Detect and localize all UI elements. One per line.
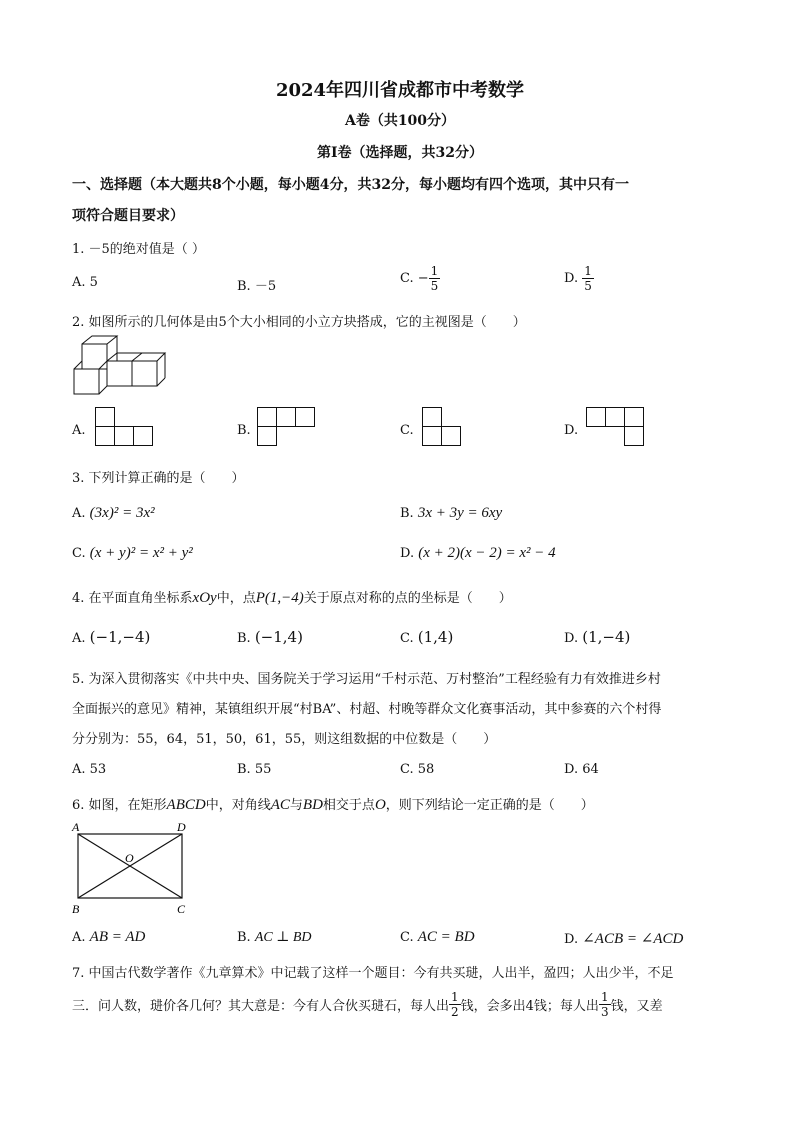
q6-diag-bd: BD: [302, 797, 323, 813]
q4-stem-mid: 中，点: [216, 591, 256, 606]
q5-option-b: B. 55: [237, 762, 272, 777]
q6-option-b: [237, 929, 312, 946]
q1-option-d: [564, 264, 594, 293]
q5-option-c: C. 58: [400, 762, 435, 777]
q3-b-label: B.: [400, 506, 414, 521]
q4-b-value: (−1,4): [254, 628, 303, 646]
q6-option-a: [72, 929, 145, 946]
q6-rectangle-figure: [70, 820, 195, 918]
fig-label-d: D: [177, 820, 186, 834]
q5-option-d: D. 64: [564, 762, 599, 777]
q6-c-expr: AC = BD: [417, 929, 475, 945]
q1-c-fraction: [429, 264, 441, 293]
q2-option-b-figure: [257, 407, 319, 449]
q7-f1-num: 1: [451, 990, 459, 1004]
q7-line2: [72, 990, 663, 1019]
q4-stem-pre: 4. 在平面直角坐标系: [72, 591, 193, 606]
q2-option-c: C.: [400, 423, 414, 438]
part1-heading: 第Ⅰ卷（选择题，共32分）: [316, 145, 484, 161]
section1-instructions-line2: 项符合题目要求）: [72, 208, 184, 224]
q7-fraction-half: [449, 990, 461, 1019]
q1-option-b: B. －5: [237, 279, 277, 294]
q7-line1: 7. 中国古代数学著作《九章算术》中记载了这样一个题目：今有共买琎，人出半，盈四；人出少半，不足: [72, 966, 674, 981]
q2-stem: 2. 如图所示的几何体是由5个大小相同的小立方块搭成，它的主视图是（ ）: [72, 315, 526, 330]
fig-label-o: O: [125, 851, 134, 865]
q6-point-o: O: [374, 797, 386, 813]
q1-d-prefix: D.: [564, 271, 579, 286]
q2-option-d: D.: [564, 423, 579, 438]
q6-and: 与: [289, 798, 303, 813]
q3-a-label: A.: [72, 506, 86, 521]
q2-solid-figure: [72, 335, 167, 397]
page-title: 2024年四川省成都市中考数学: [275, 80, 525, 101]
q6-rect-name: ABCD: [166, 797, 206, 813]
q4-option-d: [564, 628, 630, 646]
q6-b-expr: AC ⊥ BD: [254, 930, 312, 945]
q3-option-a: [72, 505, 155, 522]
q3-a-expr: (3x)² = 3x²: [89, 505, 155, 521]
q2-option-b: B.: [237, 423, 251, 438]
q1-d-fraction: [582, 264, 594, 293]
q7-f2-den: 3: [600, 1005, 609, 1019]
q4-option-c: [400, 628, 453, 646]
q6-option-d: [564, 929, 683, 948]
q3-option-d: [400, 545, 556, 562]
q4-d-value: (1,−4): [582, 628, 631, 646]
q4-stem: [72, 587, 512, 607]
q3-c-expr: (x + y)² = x² + y²: [89, 545, 193, 561]
paper-a-heading: A卷（共100分）: [344, 113, 456, 129]
q2-option-c-figure: [422, 407, 468, 449]
q3-option-b: [400, 505, 502, 522]
q7-line2-post: 钱，又差: [610, 999, 663, 1014]
q4-coord-system: xOy: [192, 590, 217, 606]
fig-label-a: A: [72, 820, 80, 834]
q4-point: P(1,−4): [255, 590, 304, 606]
q1-stem: 1. －5的绝对值是（ ）: [72, 242, 205, 257]
q6-a-expr: AB = AD: [89, 929, 146, 945]
q1-option-c: [400, 264, 440, 293]
q4-b-label: B.: [237, 631, 251, 646]
q6-stem: [72, 794, 594, 814]
q7-line2-mid: 钱，会多出4钱；每人出: [460, 999, 599, 1014]
q7-line2-pre: 三．问人数，琎价各几何？其大意是：今有人合伙买琎石，每人出: [72, 999, 450, 1014]
q5-line2: 全面振兴的意见》精神，某镇组织开展“村BA”、村超、村晚等群众文化赛事活动，其中参赛的六个村得: [72, 702, 662, 717]
q1-d-den: 5: [584, 279, 592, 293]
q6-diag-ac: AC: [270, 797, 290, 813]
q5-line3: 分分别为：55，64，51，50，61，55，则这组数据的中位数是（ ）: [72, 732, 497, 747]
q6-stem-mid1: 中，对角线: [205, 798, 271, 813]
q3-b-expr: 3x + 3y = 6xy: [417, 505, 503, 521]
q7-f1-den: 2: [451, 1005, 459, 1019]
q4-c-value: (1,4): [417, 628, 454, 646]
q6-c-label: C.: [400, 930, 414, 945]
q1-d-num: 1: [584, 264, 592, 278]
q6-d-label: D.: [564, 932, 579, 947]
q5-option-a: A. 53: [72, 762, 107, 777]
q1-c-den: 5: [430, 279, 439, 293]
q4-d-label: D.: [564, 631, 579, 646]
q2-option-a-figure: [95, 407, 157, 449]
q4-c-label: C.: [400, 631, 414, 646]
q6-option-c: [400, 929, 475, 946]
q3-d-label: D.: [400, 546, 415, 561]
q1-c-prefix: C.: [400, 271, 414, 286]
q1-c-sign: −: [417, 271, 429, 286]
q6-a-label: A.: [72, 930, 86, 945]
q7-f2-num: 1: [600, 990, 609, 1004]
q4-option-b: [237, 628, 303, 646]
q6-stem-mid2: 相交于点: [322, 798, 375, 813]
q1-option-a: A. 5: [72, 275, 98, 290]
q6-stem-pre: 6. 如图，在矩形: [72, 798, 167, 813]
q3-stem: 3. 下列计算正确的是（ ）: [72, 471, 245, 486]
q5-line1: 5. 为深入贯彻落实《中共中央、国务院关于学习运用“千村示范、万村整治”工程经验有力有效推进乡村: [72, 672, 661, 687]
fig-label-c: C: [177, 902, 186, 916]
q7-fraction-third: [599, 990, 611, 1019]
q3-d-expr: (x + 2)(x − 2) = x² − 4: [418, 545, 556, 561]
q3-c-label: C.: [72, 546, 86, 561]
q6-b-label: B.: [237, 930, 251, 945]
q3-option-c: [72, 545, 193, 562]
q4-stem-post: 关于原点对称的点的坐标是（ ）: [303, 591, 512, 606]
q6-stem-post: ，则下列结论一定正确的是（ ）: [385, 798, 594, 813]
q6-d-expr: ∠ACB = ∠ACD: [582, 931, 684, 947]
q2-option-d-figure: [586, 407, 648, 449]
fig-label-b: B: [72, 902, 80, 916]
q4-option-a: [72, 628, 150, 646]
q4-a-label: A.: [72, 631, 86, 646]
q1-c-num: 1: [430, 264, 439, 278]
section1-instructions-line1: 一、选择题（本大题共8个小题，每小题4分，共32分，每小题均有四个选项，其中只有一: [72, 177, 629, 193]
q2-option-a: A.: [72, 423, 86, 438]
q4-a-value: (−1,−4): [89, 628, 151, 646]
